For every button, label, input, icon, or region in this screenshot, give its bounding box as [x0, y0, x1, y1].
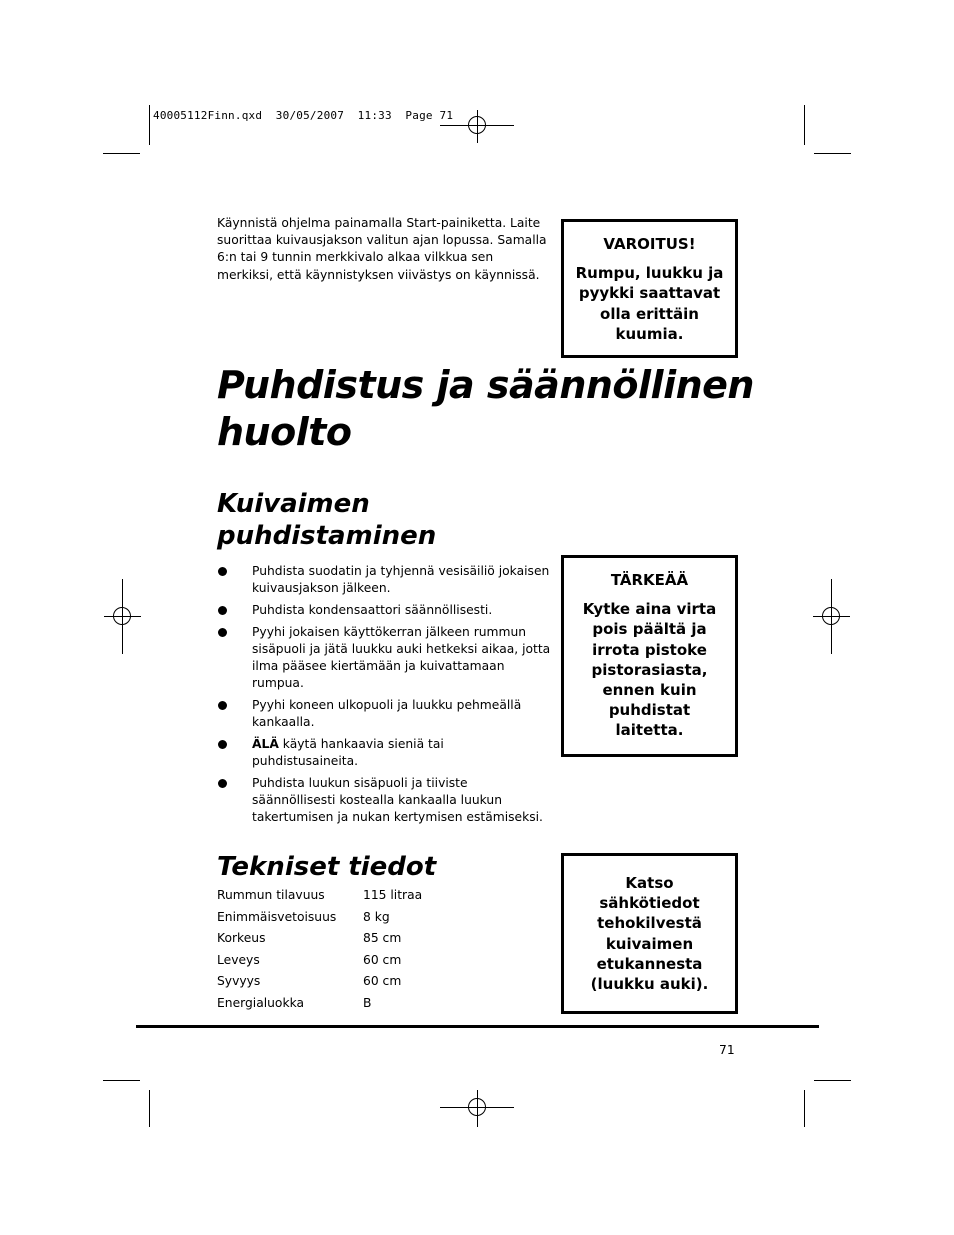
spec-row [217, 972, 422, 994]
bullet-icon [218, 779, 227, 788]
important-heading: TÄRKEÄÄ [610, 571, 689, 589]
bullet-icon [218, 567, 227, 576]
warning-box [561, 219, 738, 358]
registration-circle-icon [822, 607, 840, 625]
list-item-text: Puhdista luukun sisäpuoli ja tiiviste säännöllisesti kostealla kankaalla luukun takertumisen ja nukan kertymisen estämiseksi. [252, 775, 543, 825]
spec-row [217, 994, 422, 1016]
crop-mark [149, 1090, 150, 1127]
list-item-text: Pyyhi koneen ulkopuoli ja luukku pehmeällä kankaalla. [252, 697, 522, 730]
section-heading-cleaning [217, 488, 436, 552]
page-title-line: Puhdistus ja säännöllinen [217, 363, 754, 407]
spec-row [217, 951, 422, 973]
page-title [217, 362, 754, 456]
important-text: Kytke aina virta pois päältä ja irrota pistoke pistorasiasta, ennen kuin puhdistat laitetta. [582, 600, 717, 740]
info-text: Katso sähkötiedot tehokilvestä kuivaimen etukannesta (luukku auki). [590, 874, 709, 994]
list-item [217, 563, 552, 597]
section-heading-line: puhdistaminen [217, 521, 437, 551]
list-item-emphasis: ÄLÄ [252, 736, 279, 751]
spec-label: Rummun tilavuus [217, 888, 325, 902]
file-slug: 40005112Finn.qxd 30/05/2007 11:33 Page 71 [153, 109, 454, 122]
registration-circle-icon [468, 1098, 486, 1116]
list-item [217, 697, 552, 731]
list-item-text: Puhdista kondensaattori säännöllisesti. [252, 602, 493, 617]
crop-mark [814, 1080, 851, 1081]
page-number: 71 [719, 1043, 735, 1057]
spec-value: 60 cm [363, 974, 402, 988]
spec-value: 85 cm [363, 931, 402, 945]
list-item [217, 736, 552, 770]
spec-label: Korkeus [217, 931, 266, 945]
spec-row [217, 886, 422, 908]
list-item [217, 775, 552, 827]
spec-row [217, 908, 422, 930]
crop-mark [814, 153, 851, 154]
section-heading-line: Kuivaimen [217, 489, 370, 519]
registration-circle-icon [468, 116, 486, 134]
spec-label: Energialuokka [217, 995, 305, 1010]
registration-circle-icon [113, 607, 131, 625]
spec-value: B [363, 995, 372, 1010]
bullet-icon [218, 606, 227, 615]
page-title-line: huolto [217, 410, 352, 454]
crop-mark [804, 105, 805, 145]
bullet-icon [218, 701, 227, 710]
spec-label: Enimmäisvetoisuus [217, 909, 337, 924]
spec-value: 8 kg [363, 909, 390, 924]
section-heading-technical: Tekniset tiedot [217, 852, 437, 882]
spec-label: Syvyys [217, 974, 261, 988]
list-item-text: Puhdista suodatin ja tyhjennä vesisäiliö jokaisen kuivausjakson jälkeen. [252, 564, 550, 596]
bullet-icon [218, 628, 227, 637]
spec-value: 60 cm [363, 952, 402, 967]
warning-text: Rumpu, luukku ja pyykki saattavat olla erittäin kuumia. [575, 264, 724, 343]
crop-mark [149, 105, 150, 145]
warning-heading: VAROITUS! [603, 235, 696, 253]
important-box [561, 555, 738, 757]
intro-paragraph: Käynnistä ohjelma painamalla Start-painiketta. Laite suorittaa kuivausjakson valitun ajan lopussa. Samalla 6:n tai 9 tunnin merkkivalo alkaa vilkkua sen merkiksi, että käynnistyksen viivästys on käynnissä. [217, 216, 547, 282]
spec-table [217, 886, 422, 1015]
list-item [217, 624, 552, 693]
bullet-icon [218, 740, 227, 749]
spec-value: 115 litraa [363, 888, 423, 902]
list-item [217, 602, 552, 619]
spec-row [217, 929, 422, 951]
list-item-text: käytä hankaavia sieniä tai puhdistusaineita. [252, 736, 444, 769]
crop-mark [103, 1080, 140, 1081]
crop-mark [103, 153, 140, 154]
list-item-text: Pyyhi jokaisen käyttökerran jälkeen rummun sisäpuoli ja jätä luukku auki hetkeksi aikaa, jotta ilma pääsee kiertämään ja kuivattamaan rumpua. [252, 624, 551, 691]
footer-rule [136, 1025, 819, 1028]
crop-mark [804, 1090, 805, 1127]
spec-label: Leveys [217, 952, 260, 967]
cleaning-list [217, 563, 552, 831]
info-box [561, 853, 738, 1014]
